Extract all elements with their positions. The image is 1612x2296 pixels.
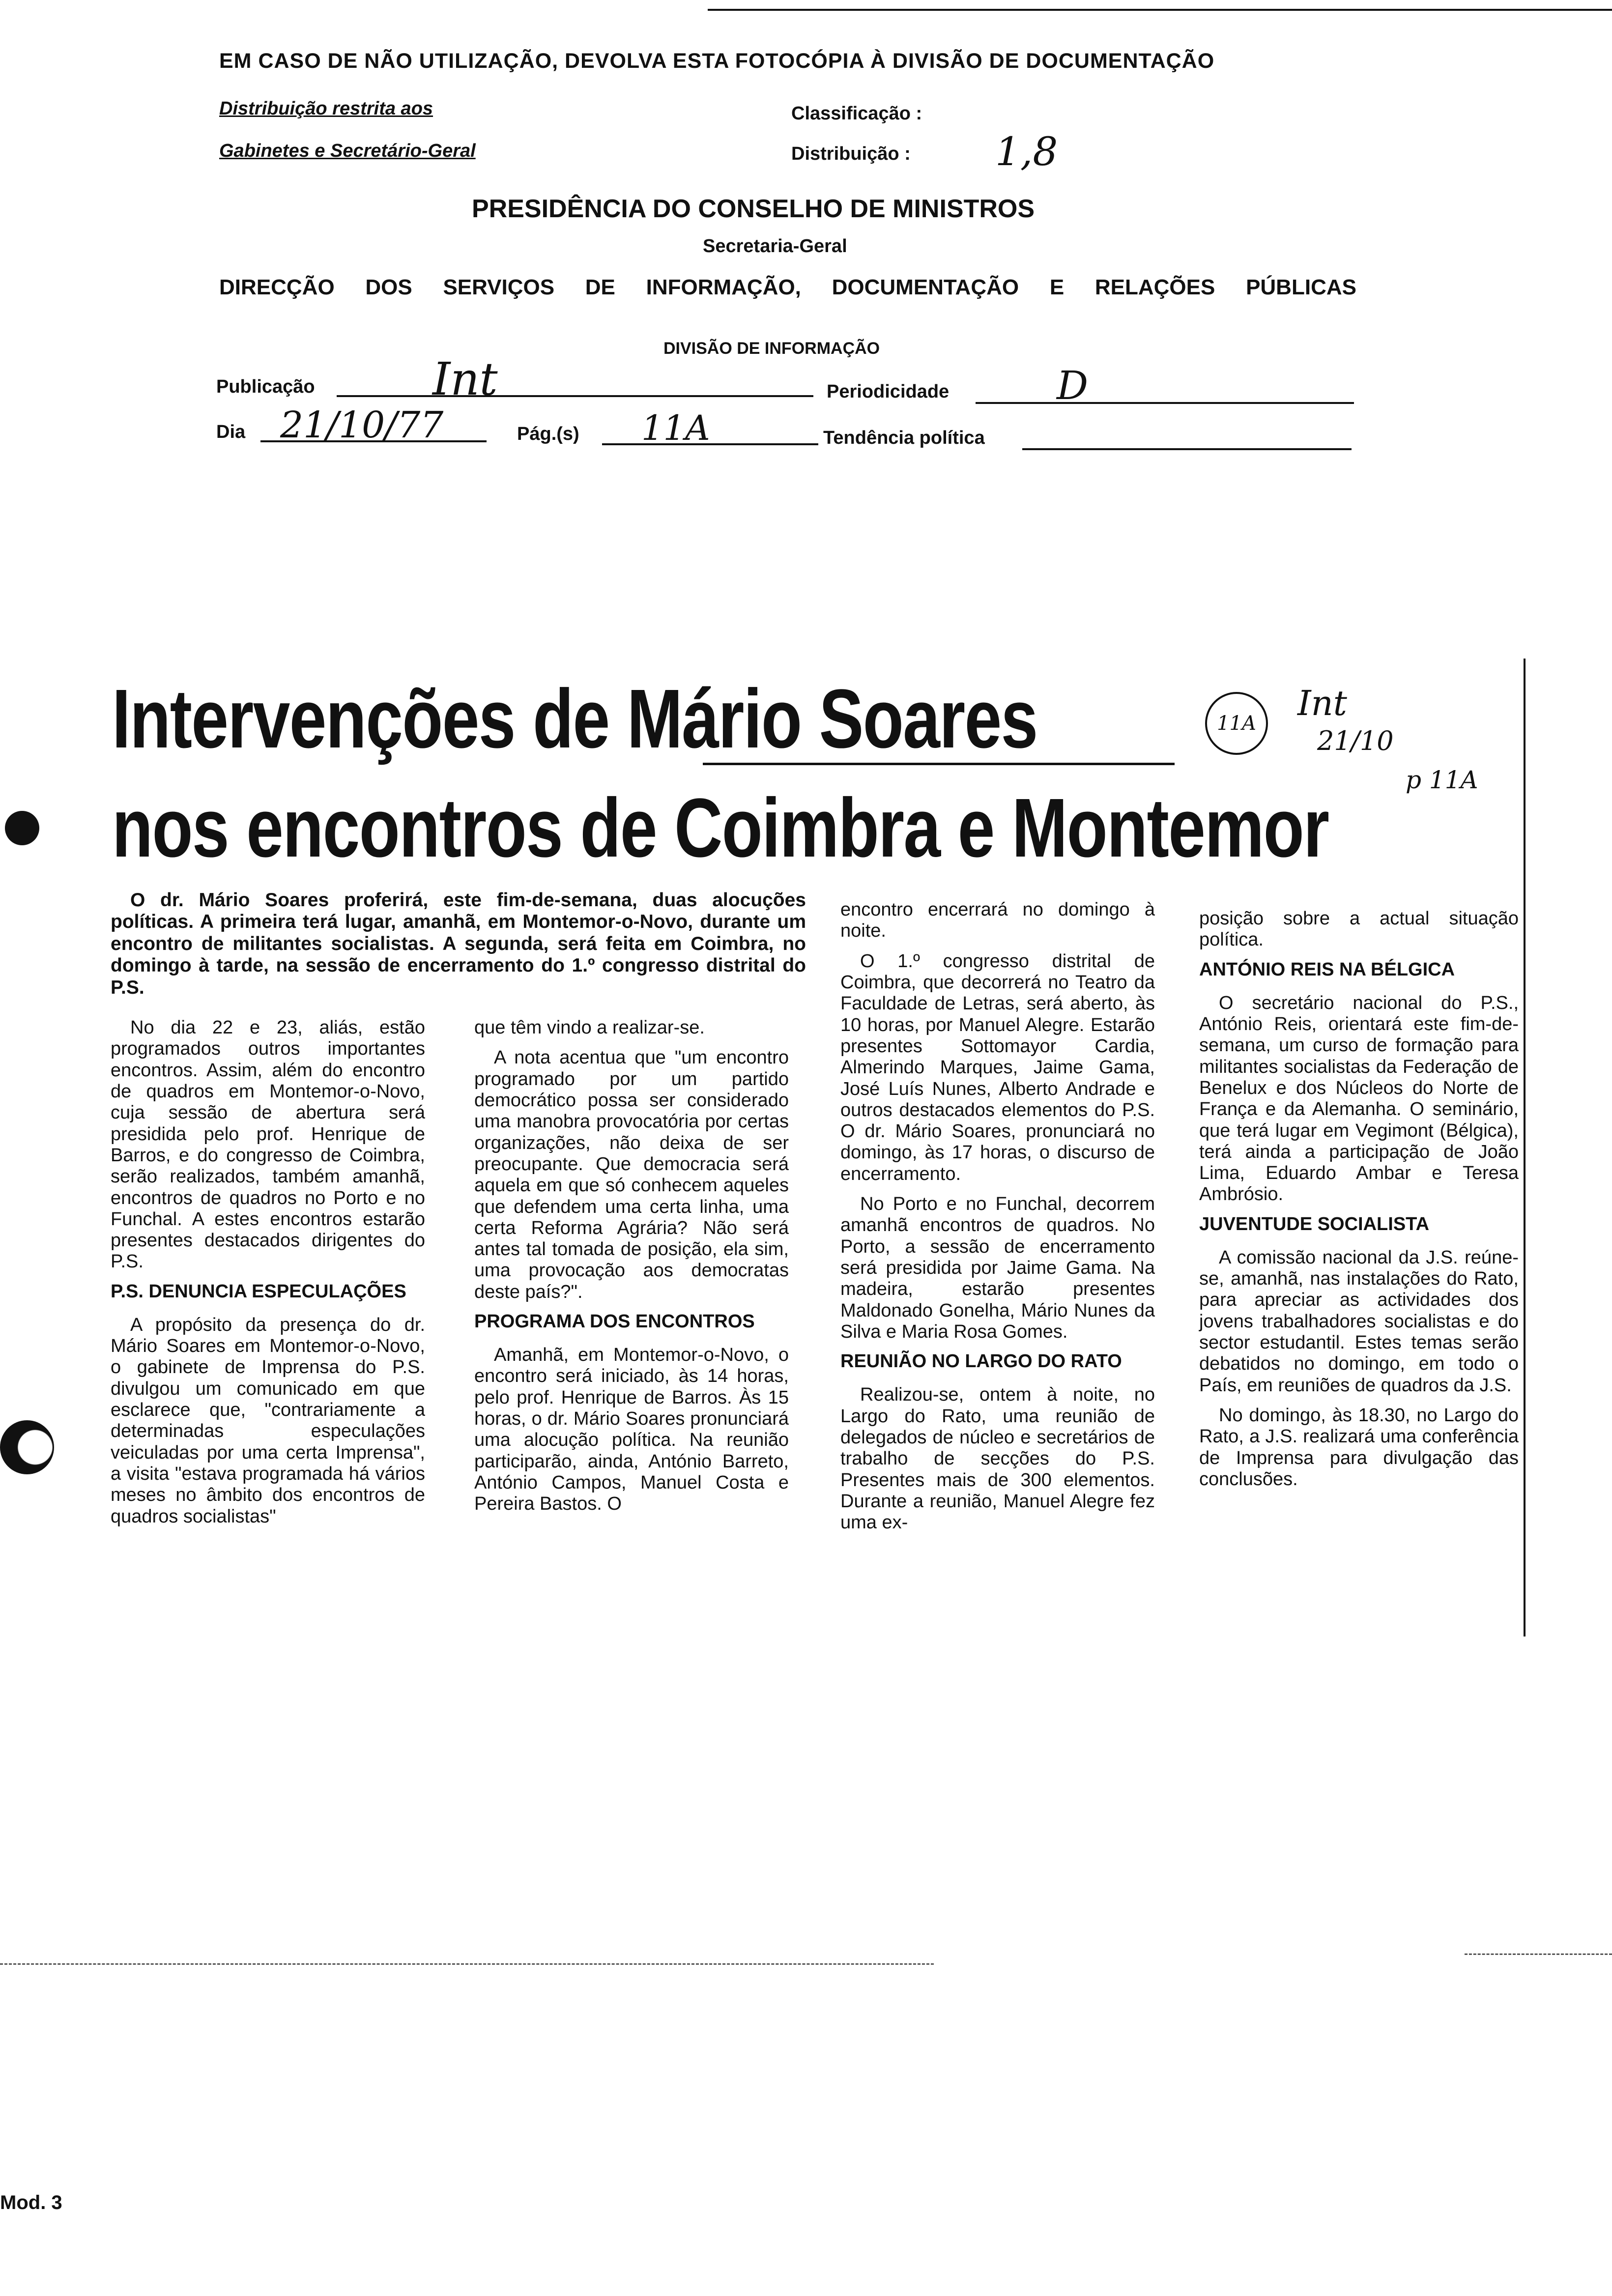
article-column-4	[1199, 908, 1519, 1499]
binder-hole-mark	[5, 811, 39, 845]
annotation-note-line1: Int	[1297, 683, 1347, 723]
direction-word: SERVIÇOS	[443, 275, 555, 299]
direction-word: DE	[585, 275, 615, 299]
circled-annotation-text: 11A	[1217, 712, 1256, 735]
binder-hole-mark	[0, 1420, 54, 1474]
article-column-2	[474, 1017, 789, 1524]
tendency-label: Tendência política	[823, 428, 985, 448]
headline-line1: Intervenções de Mário Soares	[112, 672, 1037, 766]
publication-line	[337, 395, 813, 397]
cut-line	[0, 1963, 934, 1965]
page-line	[602, 443, 818, 445]
direction-word: PÚBLICAS	[1246, 275, 1356, 299]
paragraph: O 1.º congresso distrital de Coimbra, que decorrerá no Teatro da Faculdade de Letras, será aberto, às 10 horas, por Manuel Alegre. Estarão presentes Sottomayor Cardia, Almerindo Marques, Jaime Gama, José Luís Nunes, Alberto Andrade e outros destacados elementos do P.S. O dr. Mário Soares, pronunciará no domingo, às 17 horas, o discurso de encerramento.	[840, 950, 1155, 1184]
return-notice: EM CASO DE NÃO UTILIZAÇÃO, DEVOLVA ESTA FOTOCÓPIA À DIVISÃO DE DOCUMENTAÇÃO	[219, 49, 1215, 73]
direction-word: DIRECÇÃO	[219, 275, 335, 299]
distribution-restricted-line1: Distribuição restrita aos	[219, 98, 433, 119]
periodicity-line	[976, 402, 1354, 404]
direction-word: E	[1049, 275, 1065, 299]
paragraph: encontro encerrará no domingo à noite.	[840, 899, 1155, 942]
paragraph: posição sobre a actual situação política.	[1199, 908, 1519, 950]
tendency-line	[1022, 448, 1352, 450]
lead-paragraph	[111, 890, 806, 1007]
classification-label: Classificação :	[791, 103, 922, 124]
annotation-note-line3: p 11A	[1406, 766, 1478, 794]
page-value: 11A	[641, 408, 710, 448]
top-border	[708, 9, 1612, 11]
paragraph: O secretário nacional do P.S., António Reis, orientará este fim-de-semana, um curso de formação para militantes socialistas da Federação de Benelux e dos Núcleos do Norte de França e da Alemanha. O seminário, que terá lugar em Vegimont (Bélgica), terá ainda a participação de João Lima, Eduardo Ambar e Teresa Ambrósio.	[1199, 992, 1519, 1205]
publication-value: Int	[432, 353, 498, 405]
paragraph: A propósito da presença do dr. Mário Soares em Montemor-o-Novo, o gabinete de Imprensa do P.S. divulgou um comunicado em que esclarece que, "contrariamente a determinadas especulações veiculadas por uma certa Imprensa", a visita "estava programada há vários meses no âmbito dos encontros de quadros socialistas"	[111, 1314, 425, 1527]
headline-line2: nos encontros de Coimbra e Montemor	[112, 781, 1329, 875]
direction-word: DOCUMENTAÇÃO	[832, 275, 1019, 299]
subheading-ps-denuncia: P.S. DENUNCIA ESPECULAÇÕES	[111, 1281, 406, 1302]
form-model-number: Mod. 3	[0, 2192, 62, 2213]
direction-word: DOS	[365, 275, 412, 299]
division-title: DIVISÃO DE INFORMAÇÃO	[663, 339, 880, 358]
secretariat-title: Secretaria-Geral	[703, 236, 847, 257]
subheading-antonio-reis: ANTÓNIO REIS NA BÉLGICA	[1199, 959, 1455, 980]
page-label: Pág.(s)	[517, 424, 579, 444]
paragraph: No domingo, às 18.30, no Largo do Rato, a J.S. realizará uma conferência de Imprensa para divulgação das conclusões.	[1199, 1405, 1519, 1490]
column-rule	[1524, 659, 1526, 1636]
distribution-restricted-line2: Gabinetes e Secretário-Geral	[219, 141, 476, 161]
periodicity-value: D	[1057, 363, 1089, 408]
presidency-title: PRESIDÊNCIA DO CONSELHO DE MINISTROS	[472, 195, 1035, 223]
subheading-juventude: JUVENTUDE SOCIALISTA	[1199, 1213, 1430, 1234]
paragraph: No Porto e no Funchal, decorrem amanhã encontros de quadros. No Porto, a sessão de encerramento será presidida por Jaime Gama. Na madeira, estarão presentes Maldonado Gonelha, Mário Nunes da Silva e Maria Rosa Gomes.	[840, 1194, 1155, 1342]
subheading-programa: PROGRAMA DOS ENCONTROS	[474, 1311, 755, 1332]
annotation-note-line2: 21/10	[1317, 725, 1394, 756]
distribution-value: 1,8	[995, 129, 1058, 174]
paragraph: A comissão nacional da J.S. reúne-se, amanhã, nas instalações do Rato, para apreciar as actividades dos jovens trabalhadores socialistas e do sector estudantil. Estes temas serão debatidos no domingo, em todo o País, em reuniões de quadros da J.S.	[1199, 1247, 1519, 1396]
day-label: Dia	[216, 422, 246, 442]
day-value: 21/10/77	[280, 404, 444, 446]
circled-annotation	[1205, 692, 1268, 755]
periodicity-label: Periodicidade	[827, 381, 950, 402]
distribution-label: Distribuição :	[791, 144, 911, 164]
article-column-3	[840, 899, 1155, 1542]
direction-title	[219, 275, 1356, 300]
paragraph: Amanhã, em Montemor-o-Novo, o encontro será iniciado, às 14 horas, pelo prof. Henrique de Barros. Às 15 horas, o dr. Mário Soares pronunciará uma alocução política. Na reunião participarão, ainda, António Barreto, António Campos, Manuel Costa e Pereira Bastos. O	[474, 1345, 789, 1515]
headline-underline	[703, 763, 1175, 765]
publication-label: Publicação	[216, 376, 315, 397]
lead-text: O dr. Mário Soares proferirá, este fim-de-semana, duas alocuções políticas. A primeira terá lugar, amanhã, em Montemor-o-Novo, durante um encontro de militantes socialistas. A segunda, será feita em Coimbra, no domingo à tarde, na sessão de encerramento do 1.º congresso distrital do P.S.	[111, 890, 806, 998]
direction-word: RELAÇÕES	[1094, 275, 1215, 299]
paragraph: que têm vindo a realizar-se.	[474, 1017, 705, 1038]
direction-word: INFORMAÇÃO,	[646, 275, 801, 299]
article-column-1	[111, 1017, 425, 1536]
paragraph: No dia 22 e 23, aliás, estão programados outros importantes encontros. Assim, além do encontro de quadros em Montemor-o-Novo, cuja sessão de abertura será presidida pelo prof. Henrique de Barros, e do congresso de Coimbra, serão realizados, também amanhã, encontros de quadros no Porto e no Funchal. A estes encontros estarão presentes destacados dirigentes do P.S.	[111, 1017, 425, 1272]
subheading-reuniao: REUNIÃO NO LARGO DO RATO	[840, 1351, 1122, 1372]
cut-line	[1465, 1953, 1612, 1955]
paragraph: Realizou-se, ontem à noite, no Largo do Rato, uma reunião de delegados de núcleo e secretários de trabalho de secções do P.S. Presentes mais de 300 elementos. Durante a reunião, Manuel Alegre fez uma ex-	[840, 1384, 1155, 1533]
paragraph: A nota acentua que "um encontro programado por um partido democrático possa ser considerado uma manobra provocatória por certas organizações, não deixa de ser preocupante. Que democracia será aquela em que só conhecem aqueles que defendem uma certa linha, uma certa Reforma Agrária? Não será antes tal tomada de posição, ela sim, uma provocação aos democratas deste país?".	[474, 1047, 789, 1302]
